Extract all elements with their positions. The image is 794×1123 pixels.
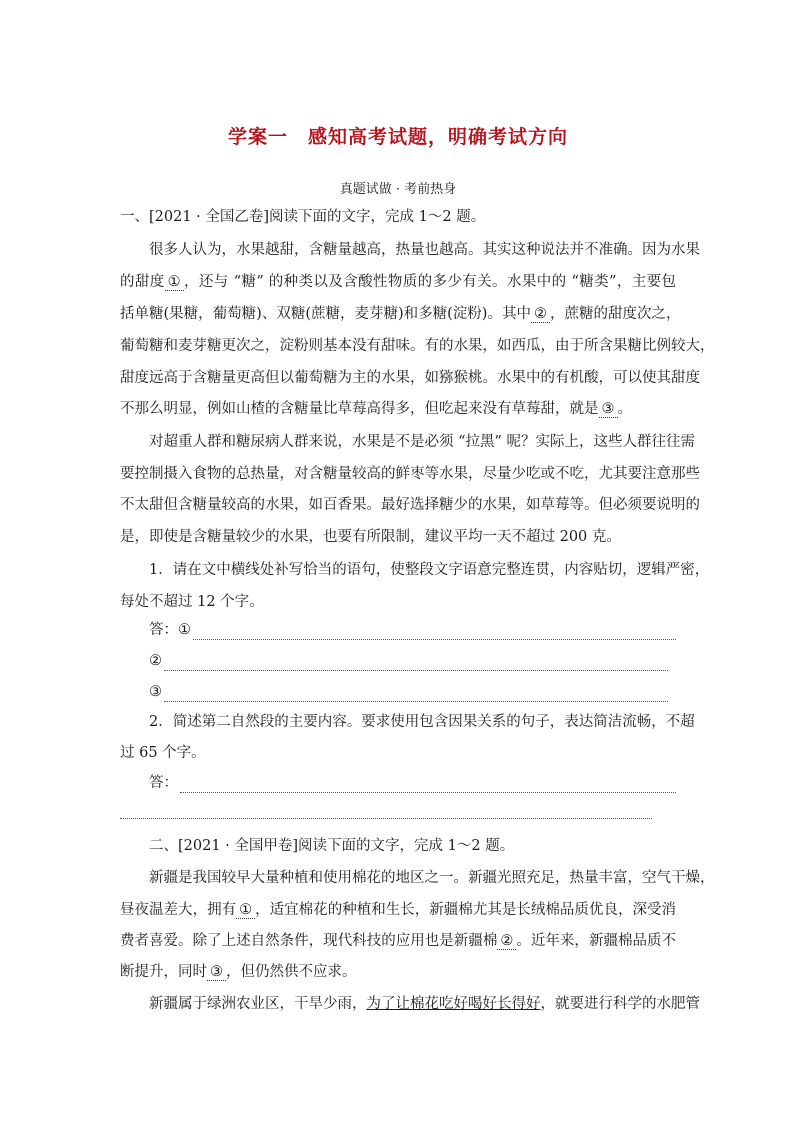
answer-label: 答： [149, 775, 178, 791]
section-subtitle: 真题试做 · 考前热身 [339, 182, 457, 197]
s1-p1-line6 [120, 399, 676, 419]
q1-line2: 每处不超过 12 个字。 [120, 594, 264, 610]
text: 断提升，同时 [120, 964, 207, 980]
section1-heading: 一、[2021 · 全国乙卷]阅读下面的文字，完成 1～2 题。 [120, 209, 486, 225]
underlined-phrase: 为了让棉花吃好喝好长得好 [366, 996, 541, 1012]
q2-answer-1[interactable] [149, 773, 676, 793]
s1-p2-line2: 要控制摄入食物的总热量，对含糖量较高的鲜枣等水果，尽量少吃或不吃，尤其要注意那些 [120, 466, 700, 482]
s1-p1-line4: 葡萄糖和麦芽糖更次之，淀粉则基本没有甜味。有的水果，如西瓜，由于所含果糖比例较大， [120, 338, 715, 354]
text: 的甜度 [120, 274, 165, 290]
text: 。近年来，新疆棉品质不 [516, 933, 677, 949]
blank-1: ① [236, 902, 255, 919]
q2-line2: 过 65 个字。 [120, 745, 206, 761]
marker-2: ② [149, 653, 162, 669]
s2-p1-line3 [120, 931, 676, 951]
q1-line1: 1．请在文中横线处补写恰当的语句，使整段文字语意完整连贯，内容贴切，逻辑严密， [149, 562, 710, 578]
q1-answer-1[interactable] [149, 620, 676, 640]
answer-line[interactable] [164, 687, 668, 702]
text: 。 [617, 401, 632, 417]
q2-line1: 2．简述第二自然段的主要内容。要求使用包含因果关系的句子，表达简洁流畅，不超 [149, 714, 695, 730]
text: ，适宜棉花的种植和生长，新疆棉尤其是长绒棉品质优良，深受消 [255, 902, 676, 918]
q2-answer-line-2[interactable] [120, 818, 652, 819]
marker-3: ③ [149, 684, 162, 700]
section2-heading: 二、[2021 · 全国甲卷]阅读下面的文字，完成 1～2 题。 [149, 838, 515, 854]
blank-2: ② [531, 306, 550, 323]
blank-3: ③ [599, 401, 618, 418]
s1-p1-line3 [120, 304, 681, 324]
answer-label: 答： [149, 622, 178, 638]
s2-p2-line1 [120, 994, 700, 1014]
text: 新疆属于绿洲农业区，干旱少雨， [149, 996, 367, 1012]
text: ，还与 “糖” 的种类以及含酸性物质的多少有关。水果中的 “糖类”，主要包 [183, 274, 676, 290]
page-title: 学案一 感知高考试题，明确考试方向 [227, 126, 568, 148]
s1-p2-line1: 对超重人群和糖尿病人群来说，水果是不是必须 “拉黑” 呢？实际上，这些人群往往需 [149, 434, 696, 450]
s1-p2-line3: 不太甜但含糖量较高的水果，如百香果。最好选择糖少的水果，如草莓等。但必须要说明的 [120, 497, 700, 513]
blank-3: ③ [207, 964, 226, 981]
text: ，蔗糖的甜度次之， [549, 306, 681, 322]
text: ，但仍然供不应求。 [226, 964, 357, 980]
s2-p1-line4 [120, 962, 676, 982]
q1-answer-3[interactable] [149, 682, 668, 702]
answer-line[interactable] [180, 778, 676, 793]
s1-p1-line2 [120, 272, 676, 292]
text: 不那么明显，例如山楂的含糖量比草莓高得多，但吃起来没有草莓甜，就是 [120, 401, 599, 417]
text: 费者喜爱。除了上述自然条件，现代科技的应用也是新疆棉 [120, 933, 498, 949]
text: 昼夜温差大，拥有 [120, 902, 237, 918]
s2-p1-line1: 新疆是我国较早大量种植和使用棉花的地区之一。新疆光照充足，热量丰富，空气干燥， [149, 870, 715, 886]
answer-line[interactable] [193, 625, 676, 640]
s1-p2-line4: 是，即使是含糖量较少的水果，也要有所限制，建议平均一天不超过 200 克。 [120, 529, 621, 545]
answer-line[interactable] [164, 656, 668, 671]
s1-p1-line5: 甜度远高于含糖量更高但以葡萄糖为主的水果，如猕猴桃。水果中的有机酸，可以使其甜度 [120, 370, 700, 386]
text: 括单糖(果糖，葡萄糖)、双糖(蔗糖，麦芽糖)和多糖(淀粉)。其中 [120, 306, 531, 322]
blank-1: ① [165, 274, 184, 291]
q1-answer-2[interactable] [149, 651, 668, 671]
text: ，就要进行科学的水肥管 [540, 996, 700, 1012]
s2-p1-line2 [120, 900, 676, 920]
marker-1: ① [178, 622, 191, 638]
s1-p1-line1: 很多人认为，水果越甜，含糖量越高，热量也越高。其实这种说法并不准确。因为水果 [149, 242, 700, 258]
blank-2: ② [497, 933, 516, 950]
